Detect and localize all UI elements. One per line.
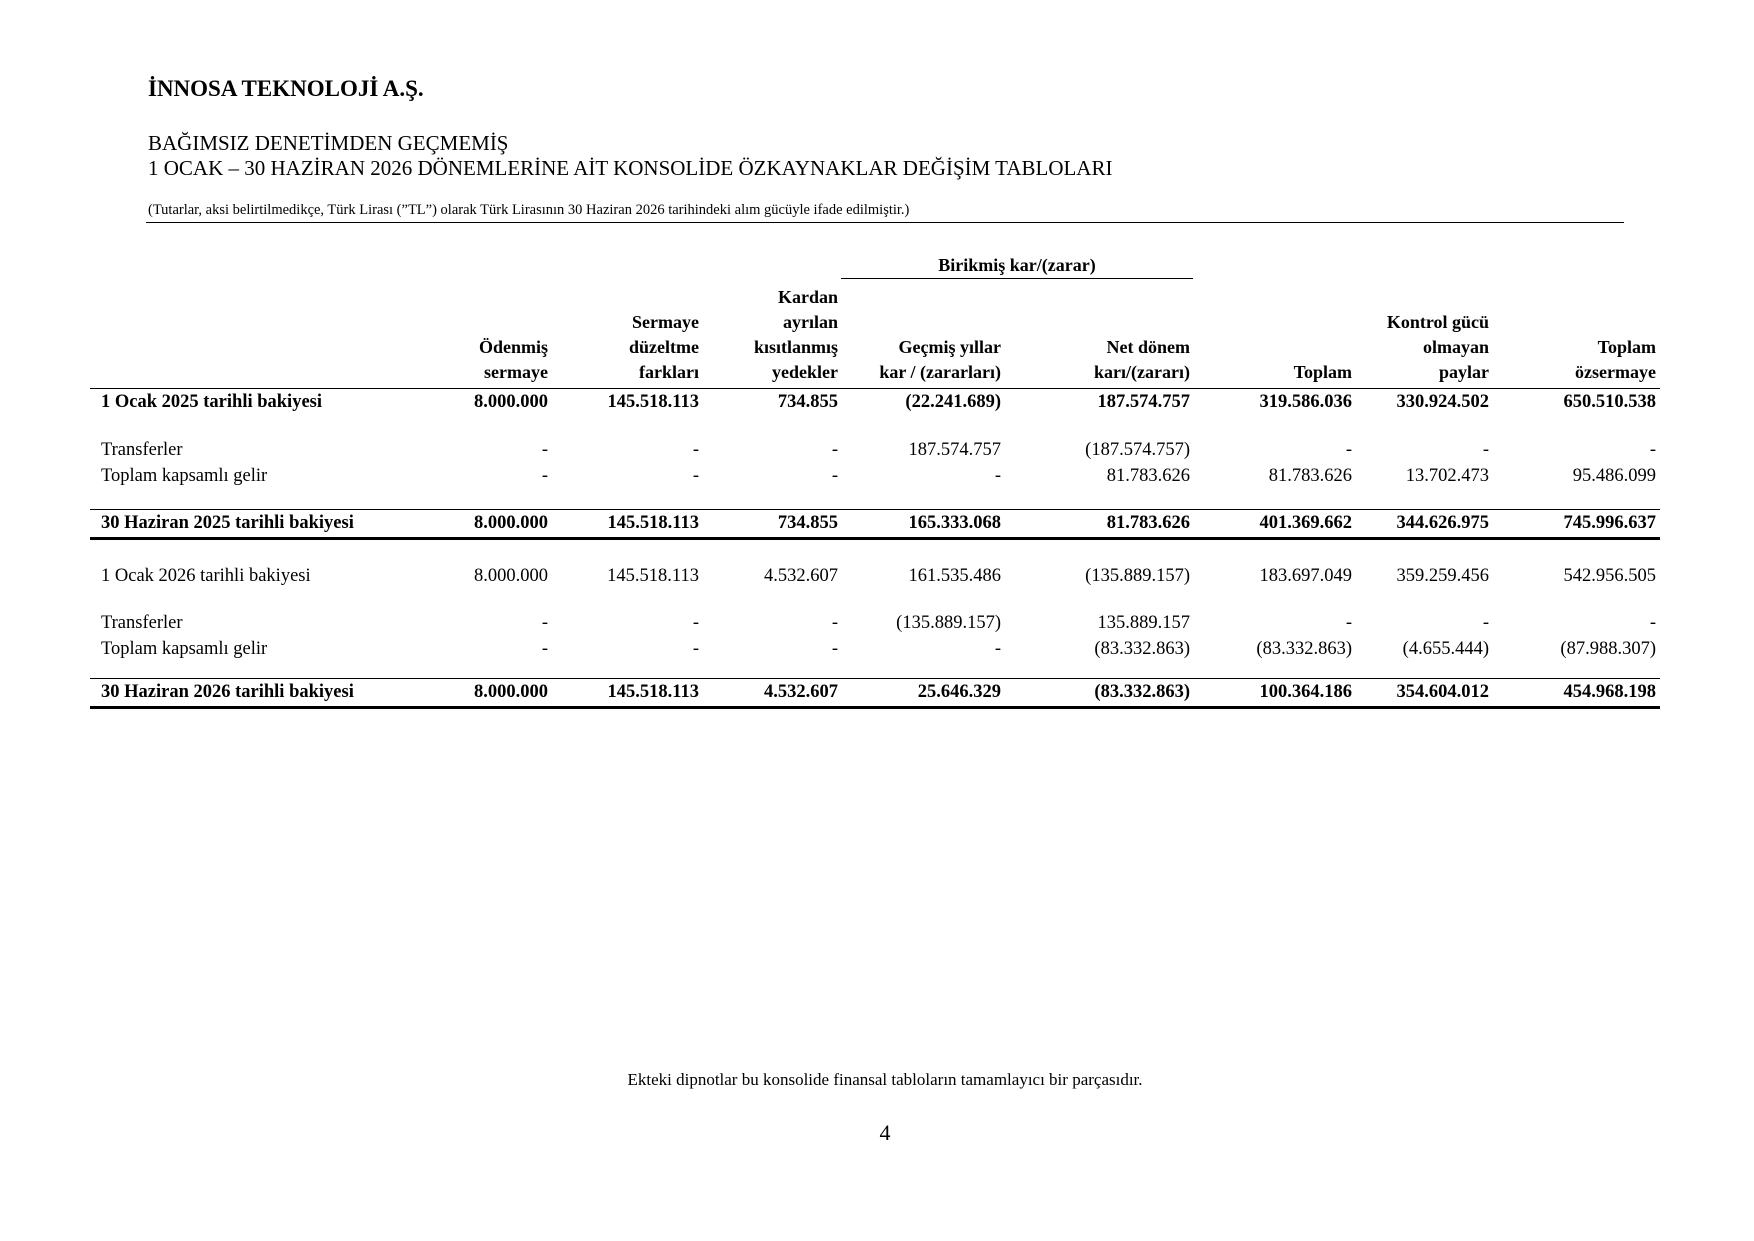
cell-transfers-2026-capital-adjustment: - <box>692 613 699 633</box>
cell-balance-2025-01-01-non-controlling-interests: 330.924.502 <box>1396 392 1489 412</box>
row-label-comprehensive-income-2026: Toplam kapsamlı gelir <box>101 639 268 659</box>
column-header-line: Ödenmiş <box>478 337 548 357</box>
cell-comprehensive-income-2025-capital-adjustment: - <box>692 466 699 486</box>
cell-transfers-2026-retained-earnings: (135.889.157) <box>896 613 1001 633</box>
cell-balance-2026-06-30-total-equity: 454.968.198 <box>1563 682 1656 702</box>
column-header-line: Net dönem <box>1106 337 1190 357</box>
cell-comprehensive-income-2025-retained-earnings: - <box>994 466 1001 486</box>
cell-comprehensive-income-2026-total-equity: (87.988.307) <box>1560 639 1656 659</box>
column-header-line: kısıtlanmış <box>753 337 838 357</box>
document-subtitle: BAĞIMSIZ DENETİMDEN GEÇMEMİŞ <box>148 131 509 155</box>
cell-transfers-2025-paid-in-capital: - <box>541 440 548 460</box>
cell-balance-2026-01-01-restricted-reserves: 4.532.607 <box>764 566 838 586</box>
cell-transfers-2026-paid-in-capital: - <box>541 613 548 633</box>
cell-comprehensive-income-2026-subtotal: (83.332.863) <box>1256 639 1352 659</box>
cell-balance-2026-01-01-subtotal: 183.697.049 <box>1259 566 1352 586</box>
row-label-balance-2025-01-01: 1 Ocak 2025 tarihli bakiyesi <box>101 392 322 412</box>
column-header-line: karı/(zararı) <box>1094 362 1190 382</box>
cell-balance-2025-01-01-capital-adjustment: 145.518.113 <box>607 392 699 412</box>
column-header-line: ayrılan <box>782 312 838 332</box>
column-header-line: Toplam <box>1597 337 1656 357</box>
cell-comprehensive-income-2026-non-controlling-interests: (4.655.444) <box>1402 639 1489 659</box>
cell-balance-2025-06-30-retained-earnings: 165.333.068 <box>908 513 1001 533</box>
footer-note: Ekteki dipnotlar bu konsolide finansal tabloların tamamlayıcı bir parçasıdır. <box>627 1070 1143 1089</box>
cell-balance-2026-01-01-capital-adjustment: 145.518.113 <box>607 566 699 586</box>
column-header-total-equity <box>1496 335 1656 385</box>
column-header-line: farkları <box>639 362 699 382</box>
cell-balance-2026-06-30-net-period-profit: (83.332.863) <box>1094 682 1190 702</box>
column-header-line: Kardan <box>777 287 838 307</box>
group-header-accumulated-profit: Birikmiş kar/(zarar) <box>938 255 1096 275</box>
cell-balance-2025-01-01-net-period-profit: 187.574.757 <box>1097 392 1190 412</box>
cell-balance-2026-01-01-non-controlling-interests: 359.259.456 <box>1396 566 1489 586</box>
column-header-paid-in-capital <box>388 335 548 385</box>
document-title: 1 OCAK – 30 HAZİRAN 2026 DÖNEMLERİNE AİT KONSOLİDE ÖZKAYNAKLAR DEĞİŞİM TABLOLARI <box>148 156 1113 180</box>
column-header-line: Kontrol gücü <box>1386 312 1489 332</box>
cell-balance-2026-01-01-net-period-profit: (135.889.157) <box>1085 566 1190 586</box>
column-header-subtotal <box>1192 360 1352 385</box>
cell-balance-2025-06-30-total-equity: 745.996.637 <box>1563 513 1656 533</box>
cell-balance-2025-01-01-subtotal: 319.586.036 <box>1259 392 1352 412</box>
cell-transfers-2026-non-controlling-interests: - <box>1482 613 1489 633</box>
cell-transfers-2025-total-equity: - <box>1649 440 1656 460</box>
cell-transfers-2025-retained-earnings: 187.574.757 <box>908 440 1001 460</box>
cell-transfers-2025-non-controlling-interests: - <box>1482 440 1489 460</box>
cell-transfers-2025-capital-adjustment: - <box>692 440 699 460</box>
cell-balance-2026-06-30-capital-adjustment: 145.518.113 <box>607 682 699 702</box>
column-header-non-controlling-interests <box>1329 310 1489 385</box>
column-header-line: Geçmiş yıllar <box>898 337 1001 357</box>
cell-balance-2026-06-30-restricted-reserves: 4.532.607 <box>764 682 838 702</box>
cell-balance-2025-06-30-capital-adjustment: 145.518.113 <box>607 513 699 533</box>
cell-balance-2025-06-30-paid-in-capital: 8.000.000 <box>474 513 548 533</box>
column-header-line: sermaye <box>484 362 548 382</box>
cell-comprehensive-income-2025-non-controlling-interests: 13.702.473 <box>1405 466 1489 486</box>
column-header-line: Sermaye <box>632 312 699 332</box>
row-label-comprehensive-income-2025: Toplam kapsamlı gelir <box>101 466 268 486</box>
cell-balance-2025-06-30-subtotal: 401.369.662 <box>1259 513 1352 533</box>
cell-balance-2026-01-01-total-equity: 542.956.505 <box>1563 566 1656 586</box>
group-header-rule <box>841 278 1193 279</box>
cell-comprehensive-income-2025-net-period-profit: 81.783.626 <box>1106 466 1190 486</box>
cell-balance-2026-01-01-paid-in-capital: 8.000.000 <box>474 566 548 586</box>
row-label-balance-2026-01-01: 1 Ocak 2026 tarihli bakiyesi <box>101 566 311 586</box>
column-header-line: paylar <box>1438 362 1489 382</box>
column-header-line: yedekler <box>772 362 838 382</box>
row-label-balance-2026-06-30: 30 Haziran 2026 tarihli bakiyesi <box>101 682 354 702</box>
cell-balance-2025-01-01-retained-earnings: (22.241.689) <box>905 392 1001 412</box>
cell-comprehensive-income-2026-net-period-profit: (83.332.863) <box>1094 639 1190 659</box>
cell-balance-2026-01-01-retained-earnings: 161.535.486 <box>908 566 1001 586</box>
cell-comprehensive-income-2025-restricted-reserves: - <box>831 466 838 486</box>
cell-transfers-2026-restricted-reserves: - <box>831 613 838 633</box>
cell-comprehensive-income-2026-capital-adjustment: - <box>692 639 699 659</box>
row-label-transfers-2026: Transferler <box>101 613 183 633</box>
row-label-balance-2025-06-30: 30 Haziran 2025 tarihli bakiyesi <box>101 513 354 533</box>
cell-balance-2025-01-01-total-equity: 650.510.538 <box>1563 392 1656 412</box>
cell-balance-2025-06-30-non-controlling-interests: 344.626.975 <box>1396 513 1489 533</box>
column-header-line: düzeltme <box>629 337 699 357</box>
cell-balance-2026-06-30-subtotal: 100.364.186 <box>1259 682 1352 702</box>
cell-comprehensive-income-2025-subtotal: 81.783.626 <box>1268 466 1352 486</box>
cell-balance-2026-06-30-retained-earnings: 25.646.329 <box>917 682 1001 702</box>
cell-transfers-2026-subtotal: - <box>1345 613 1352 633</box>
cell-balance-2025-01-01-paid-in-capital: 8.000.000 <box>474 392 548 412</box>
cell-comprehensive-income-2025-total-equity: 95.486.099 <box>1572 466 1656 486</box>
cell-comprehensive-income-2026-paid-in-capital: - <box>541 639 548 659</box>
column-header-restricted-reserves <box>678 285 838 385</box>
cell-balance-2025-01-01-restricted-reserves: 734.855 <box>777 392 838 412</box>
page-number: 4 <box>879 1120 891 1145</box>
subtotal-2025-top-rule <box>90 509 1660 510</box>
header-divider <box>146 222 1624 223</box>
header-bottom-rule <box>90 388 1660 389</box>
column-header-line: özsermaye <box>1575 362 1656 382</box>
subtotal-2026-top-rule <box>90 678 1660 679</box>
cell-comprehensive-income-2025-paid-in-capital: - <box>541 466 548 486</box>
column-header-capital-adjustment <box>539 310 699 385</box>
subtotal-2025-bottom-rule <box>90 537 1660 540</box>
column-header-line: olmayan <box>1422 337 1489 357</box>
column-header-line: kar / (zararları) <box>879 362 1001 382</box>
cell-transfers-2026-net-period-profit: 135.889.157 <box>1097 613 1190 633</box>
cell-balance-2026-06-30-paid-in-capital: 8.000.000 <box>474 682 548 702</box>
column-header-retained-earnings <box>841 335 1001 385</box>
cell-transfers-2026-total-equity: - <box>1649 613 1656 633</box>
cell-transfers-2025-net-period-profit: (187.574.757) <box>1085 440 1190 460</box>
subtotal-2026-bottom-rule <box>90 706 1660 709</box>
cell-transfers-2025-subtotal: - <box>1345 440 1352 460</box>
cell-balance-2026-06-30-non-controlling-interests: 354.604.012 <box>1396 682 1489 702</box>
currency-note: (Tutarlar, aksi belirtilmedikçe, Türk Lirası (”TL”) olarak Türk Lirasının 30 Haziran 2026 tarihindeki alım gücüyle ifade edilmiştir.) <box>148 202 910 218</box>
company-name: İNNOSA TEKNOLOJİ A.Ş. <box>148 76 424 101</box>
cell-transfers-2025-restricted-reserves: - <box>831 440 838 460</box>
row-label-transfers-2025: Transferler <box>101 440 183 460</box>
cell-balance-2025-06-30-net-period-profit: 81.783.626 <box>1106 513 1190 533</box>
cell-balance-2025-06-30-restricted-reserves: 734.855 <box>777 513 838 533</box>
cell-comprehensive-income-2026-retained-earnings: - <box>994 639 1001 659</box>
cell-comprehensive-income-2026-restricted-reserves: - <box>831 639 838 659</box>
column-header-line: Toplam <box>1293 362 1352 382</box>
column-header-net-period-profit <box>1030 335 1190 385</box>
